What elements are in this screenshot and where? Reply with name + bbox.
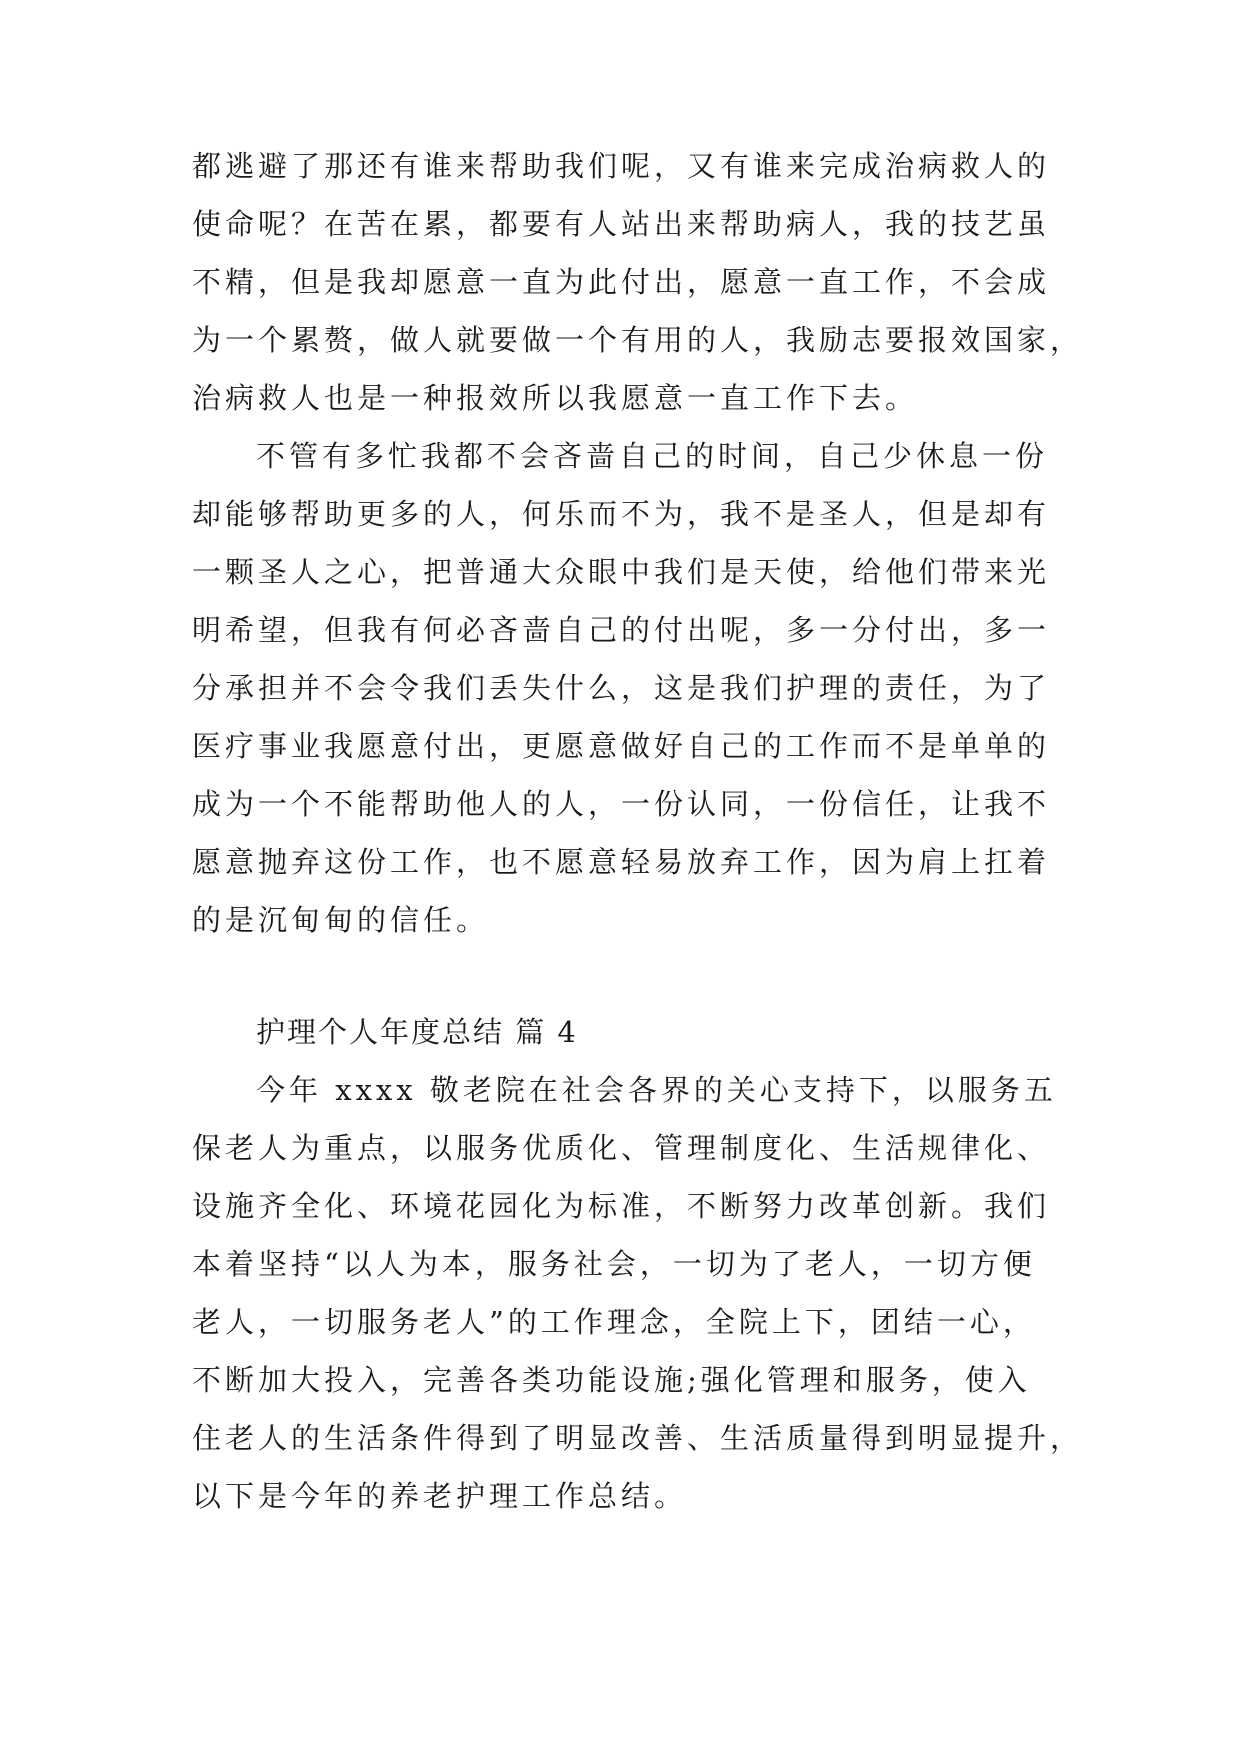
- paragraph-line: 不断加大投入，完善各类功能设施;强化管理和服务，使入: [192, 1363, 1031, 1397]
- paragraph-line: 设施齐全化、环境花园化为标准，不断努力改革创新。我们: [192, 1189, 1051, 1223]
- paragraph-line: 老人，一切服务老人”的工作理念，全院上下，团结一心，: [192, 1305, 1036, 1339]
- paragraph-line: 以下是今年的养老护理工作总结。: [192, 1479, 688, 1513]
- paragraph-line: 住老人的生活条件得到了明显改善、生活质量得到明显提升，: [192, 1421, 1084, 1455]
- paragraph-line: 不精，但是我却愿意一直为此付出，愿意一直工作，不会成: [192, 265, 1051, 299]
- paragraph-line: 愿意抛弃这份工作，也不愿意轻易放弃工作，因为肩上扛着: [192, 845, 1051, 879]
- paragraph-line: 明希望，但我有何必吝啬自己的付出呢，多一分付出，多一: [192, 613, 1051, 647]
- paragraph-line: 治病救人也是一种报效所以我愿意一直工作下去。: [192, 381, 919, 415]
- paragraph-line: 成为一个不能帮助他人的人，一份认同，一份信任，让我不: [192, 787, 1051, 821]
- paragraph-line: 为一个累赘，做人就要做一个有用的人，我励志要报效国家，: [192, 323, 1084, 357]
- paragraph-line: 都逃避了那还有谁来帮助我们呢，又有谁来完成治病救人的: [192, 149, 1051, 183]
- paragraph-line: 使命呢？在苦在累，都要有人站出来帮助病人，我的技艺虽: [192, 207, 1051, 241]
- paragraph-line: 本着坚持“以人为本，服务社会，一切为了老人，一切方便: [192, 1247, 1036, 1281]
- paragraph-line: 却能够帮助更多的人，何乐而不为，我不是圣人，但是却有: [192, 497, 1051, 531]
- paragraph-line: 不管有多忙我都不会吝啬自己的时间，自己少休息一份: [256, 439, 1049, 473]
- paragraph-line: 今年 xxxx 敬老院在社会各界的关心支持下，以服务五: [256, 1073, 1057, 1107]
- section-heading: 护理个人年度总结 篇 4: [256, 1015, 578, 1049]
- paragraph-line: 的是沉甸甸的信任。: [192, 903, 490, 937]
- paragraph-line: 一颗圣人之心，把普通大众眼中我们是天使，给他们带来光: [192, 555, 1051, 589]
- paragraph-line: 分承担并不会令我们丢失什么，这是我们护理的责任，为了: [192, 671, 1051, 705]
- paragraph-line: 医疗事业我愿意付出，更愿意做好自己的工作而不是单单的: [192, 729, 1051, 763]
- paragraph-line: 保老人为重点，以服务优质化、管理制度化、生活规律化、: [192, 1131, 1051, 1165]
